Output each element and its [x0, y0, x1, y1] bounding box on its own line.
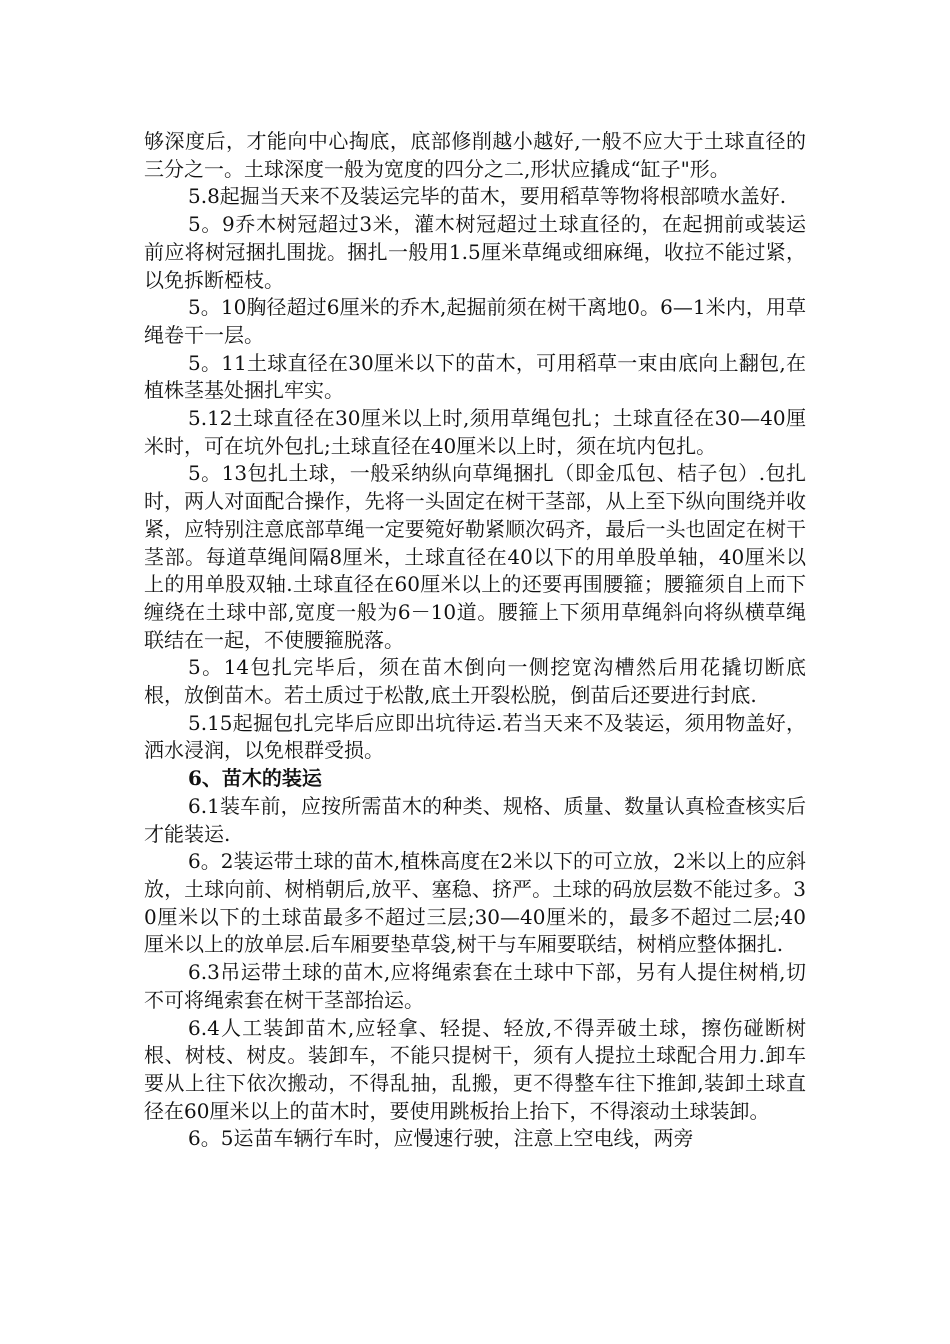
paragraph-5-9: 5。9乔木树冠超过3米，灌木树冠超过土球直径的，在起拥前或装运前应将树冠捆扎围拢。捆扎一般用1.5厘米草绳或细麻绳，收拉不能过紧，以免拆断椏枝。 — [144, 212, 806, 292]
paragraph-5-14: 5。14包扎完毕后，须在苗木倒向一侧挖宽沟槽然后用花撬切断底根，放倒苗木。若土质过于松散,底土开裂松脱，倒苗后还要进行封底. — [144, 655, 806, 708]
document-page — [144, 128, 806, 1153]
paragraph-6-1: 6.1装车前，应按所需苗木的种类、规格、质量、数量认真检查核实后才能装运. — [144, 793, 806, 846]
section-heading-6: 6、苗木的装运 — [188, 766, 322, 791]
paragraph-5-12: 5.12土球直径在30厘米以上时,须用草绳包扎；土球直径在30—40厘米时，可在坑外包扎;土球直径在40厘米以上时，须在坑内包扎。 — [144, 406, 806, 458]
paragraph-6-2: 6。2装运带土球的苗木,植株高度在2米以下的可立放，2米以上的应斜放，土球向前、树梢朝后,放平、塞稳、挤严。土球的码放层数不能过多。30厘米以下的土球苗最多不超过三层;30—40厘米的，最多不超过二层;40厘米以上的放单层.后车厢要垫草袋,树干与车厢要联结，树梢应整体捆扎. — [144, 849, 806, 957]
paragraph-6-4: 6.4人工装卸苗木,应轻拿、轻提、轻放,不得弄破土球，擦伤碰断树根、树枝、树皮。装卸车，不能只提树干，须有人提拉土球配合用力.卸车要从上往下依次搬动，不得乱抽，乱搬，更不得整车往下推卸,装卸土球直径在60厘米以上的苗木时，要使用跳板抬上抬下，不得滚动土球装卸。 — [144, 1015, 806, 1123]
paragraph-soil-ball-depth: 够深度后，才能向中心掏底，底部修削越小越好,一般不应大于土球直径的三分之一。土球深度一般为宽度的四分之二,形状应撬成“缸子"形。 — [144, 129, 806, 181]
paragraph-5-8: 5.8起掘当天来不及装运完毕的苗木，要用稻草等物将根部喷水盖好. — [188, 184, 787, 209]
paragraph-6-5: 6。5运苗车辆行车时，应慢速行驶，注意上空电线，两旁 — [188, 1126, 694, 1151]
paragraph-5-10: 5。10胸径超过6厘米的乔木,起掘前须在树干离地0。6—1米内，用草绳卷干一层。 — [144, 295, 806, 347]
paragraph-6-3: 6.3吊运带土球的苗木,应将绳索套在土球中下部，另有人提住树梢,切不可将绳索套在树干茎部抬运。 — [144, 960, 806, 1012]
paragraph-5-15: 5.15起掘包扎完毕后应即出坑待运.若当天来不及装运，须用物盖好，洒水浸润，以免根群受损。 — [144, 710, 806, 763]
paragraph-5-11: 5。11土球直径在30厘米以下的苗木，可用稻草一束由底向上翻包,在植株茎基处捆扎牢实。 — [144, 350, 806, 403]
paragraph-5-13: 5。13包扎土球，一般采纳纵向草绳捆扎（即金瓜包、桔子包）.包扎时，两人对面配合操作，先将一头固定在树干茎部，从上至下纵向围绕并收紧，应特别注意底部草绳一定要箢好勒紧顺次码齐，最后一头也固定在树干茎部。每道草绳间隔8厘米，土球直径在40以下的用单股单轴，40厘米以上的用单股双轴.土球直径在60厘米以上的还要再围腰箍；腰箍须自上而下缠绕在土球中部,宽度一般为6－10道。腰箍上下须用草绳斜向将纵横草绳联结在一起，不使腰箍脱落。 — [144, 461, 806, 652]
